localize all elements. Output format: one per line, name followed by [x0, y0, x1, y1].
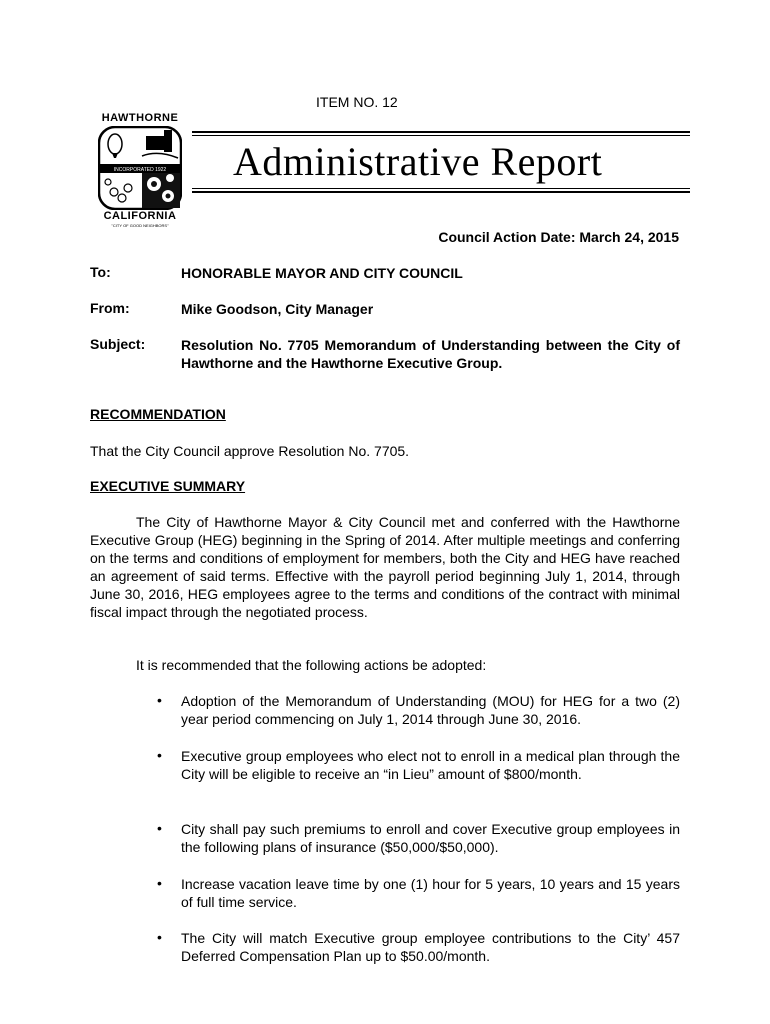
seal-emblem-icon [98, 126, 182, 210]
logo-top-text: HAWTHORNE [101, 112, 179, 124]
bullet-marker: • [157, 875, 162, 891]
action-item: Increase vacation leave time by one (1) hour for 5 years, 10 years and 15 years of full time service. [181, 876, 680, 910]
header-rule-bottom [192, 191, 690, 193]
action-item: The City will match Executive group employee contributions to the City’ 457 Deferred Compensation Plan up to $50.00/month. [181, 930, 680, 964]
item-number: ITEM NO. 12 [316, 94, 398, 110]
page-title: Administrative Report [233, 139, 603, 184]
subject-value: Resolution No. 7705 Memorandum of Understanding between the City of Hawthorne and the Hawthorne Executive Group. [181, 337, 680, 371]
logo-bottom-text: CALIFORNIA [103, 210, 177, 222]
logo-motto: "CITY OF GOOD NEIGHBORS" [111, 223, 169, 228]
from-label: From: [90, 300, 130, 316]
to-value: HONORABLE MAYOR AND CITY COUNCIL [181, 265, 463, 281]
executive-summary-heading: EXECUTIVE SUMMARY [90, 478, 246, 494]
svg-text:INCORPORATED 1922: INCORPORATED 1922 [113, 167, 167, 173]
recommended-actions-intro: It is recommended that the following actions be adopted: [136, 657, 487, 673]
header-rule-top [192, 131, 690, 133]
subject-label: Subject: [90, 336, 146, 352]
executive-summary-paragraph: The City of Hawthorne Mayor & City Council met and conferred with the Hawthorne Executive Group (HEG) beginning in the Spring of 2014. After multiple meetings and conferring on the terms and conditions of employment for members, both the City and HEG have reached an agreement of said terms. Effective with the payroll period beginning July 1, 2014, through June 30, 2016, HEG employees agree to the terms and conditions of the contract with minimal fiscal impact through the negotiated process. [90, 514, 680, 620]
bullet-marker: • [157, 692, 162, 708]
from-value: Mike Goodson, City Manager [181, 301, 374, 317]
action-item: Executive group employees who elect not to enroll in a medical plan through the City will be eligible to receive an “in Lieu” amount of $800/month. [181, 748, 680, 782]
action-item: Adoption of the Memorandum of Understanding (MOU) for HEG for a two (2) year period commencing on July 1, 2014 through June 30, 2016. [181, 693, 680, 727]
header-rule-top-thin [192, 135, 690, 136]
bullet-marker: • [157, 820, 162, 836]
recommendation-text: That the City Council approve Resolution No. 7705. [90, 443, 410, 459]
recommendation-heading: RECOMMENDATION [90, 406, 226, 422]
to-label: To: [90, 264, 111, 280]
bullet-marker: • [157, 747, 162, 763]
bullet-marker: • [157, 929, 162, 945]
header-rule-bottom-thin [192, 188, 690, 189]
council-action-date: Council Action Date: March 24, 2015 [438, 229, 679, 245]
city-seal-logo [92, 112, 188, 228]
action-item: City shall pay such premiums to enroll and cover Executive group employees in the following plans of insurance ($50,000/$50,000). [181, 821, 680, 855]
